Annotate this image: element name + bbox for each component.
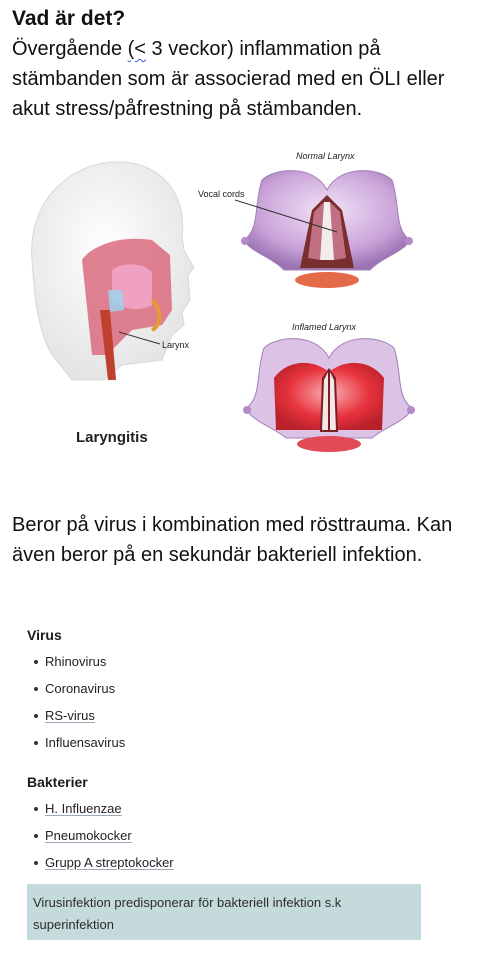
- vocal-cords-label: Vocal cords: [198, 189, 245, 199]
- list-item[interactable]: [27, 855, 174, 882]
- cause-text: Beror på virus i kombination med rösttrauma. Kan även beror på en sekundär bakteriell infektion.: [12, 514, 453, 566]
- streptokocker-link[interactable]: Grupp A streptokocker: [45, 855, 174, 870]
- bacteria-heading: Bakterier: [27, 774, 88, 790]
- virus-list: [27, 654, 125, 762]
- list-item[interactable]: [27, 708, 125, 735]
- normal-larynx-label: Normal Larynx: [296, 151, 355, 161]
- list-item: Rhinovirus: [27, 654, 125, 681]
- figure-title: Laryngitis: [76, 429, 148, 446]
- spellcheck-underline: (<: [127, 38, 146, 60]
- h-influenzae-link[interactable]: H. Influenzae: [45, 801, 122, 816]
- larynx-label: Larynx: [162, 340, 190, 350]
- laryngitis-illustration: [12, 140, 482, 480]
- virus-heading: Virus: [27, 627, 62, 643]
- intro-text: Övergående (< 3 veckor) inflammation på stämbanden som är associerad med en ÖLI eller akut stress/påfrestning på stämbanden.: [12, 38, 445, 120]
- inflamed-larynx-image: [243, 339, 415, 452]
- list-item[interactable]: [27, 828, 174, 855]
- page-heading: Vad är det?: [12, 7, 126, 30]
- bacteria-list: [27, 801, 174, 882]
- list-item: Influensavirus: [27, 735, 125, 762]
- laryngitis-figure: [12, 140, 482, 480]
- pneumokocker-link[interactable]: Pneumokocker: [45, 828, 132, 843]
- rs-virus-link[interactable]: RS-virus: [45, 708, 95, 723]
- list-item[interactable]: [27, 801, 174, 828]
- inflamed-larynx-label: Inflamed Larynx: [292, 322, 357, 332]
- list-item: Coronavirus: [27, 681, 125, 708]
- note-box: Virusinfektion predisponerar för bakteriell infektion s.k superinfektion: [27, 884, 421, 940]
